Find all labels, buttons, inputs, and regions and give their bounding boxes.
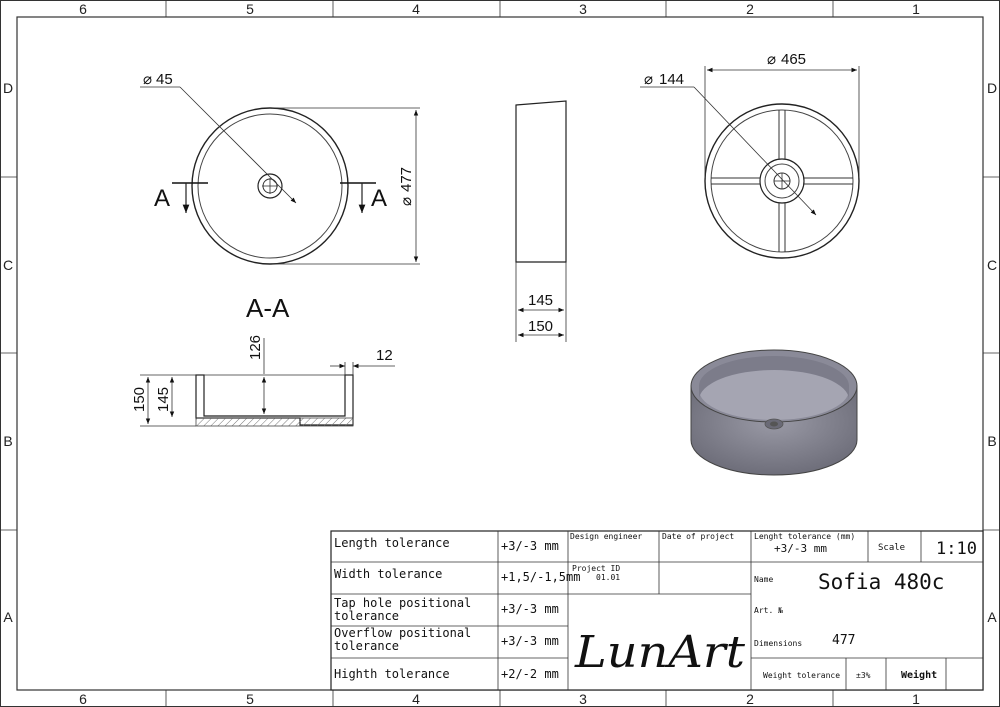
- overflow-tolerance-label-2: tolerance: [334, 639, 400, 653]
- bottom-view: [640, 51, 859, 258]
- project-id-label: Project ID: [572, 564, 621, 573]
- zone-label: 3: [579, 691, 587, 707]
- top-view: [140, 71, 420, 264]
- diameter-symbol: ⌀: [767, 51, 777, 68]
- section-marker-left: A: [154, 185, 171, 212]
- diameter-symbol: ⌀: [644, 71, 654, 88]
- zone-row-labels-left: [3, 80, 13, 625]
- section-wall-label: 12: [376, 347, 393, 364]
- top-hole-diameter-label: 45: [156, 71, 173, 88]
- tap-hole-tolerance-label-2: tolerance: [334, 609, 400, 623]
- weight-tolerance-label: Weight tolerance: [763, 671, 841, 680]
- zone-label: 5: [246, 691, 254, 707]
- zone-label: 4: [412, 1, 420, 17]
- top-outer-diameter-label: 477: [398, 166, 415, 192]
- weight-tolerance-value: ±3%: [856, 671, 871, 680]
- scale-label: Scale: [878, 543, 906, 553]
- article-number-label: Art. №: [754, 606, 783, 615]
- tap-hole-tolerance-label: Tap hole positional: [334, 596, 472, 610]
- product-name: Sofia 480c: [818, 570, 945, 594]
- scale-value: 1:10: [936, 539, 977, 559]
- height-tolerance-label: Highth tolerance: [334, 667, 450, 681]
- zone-label: 6: [79, 1, 87, 17]
- project-id-value: 01.01: [596, 573, 621, 582]
- length-tolerance-value: +3/-3 mm: [501, 539, 559, 553]
- company-signature-logo: LunArt: [573, 627, 746, 678]
- basin-3d-render: [691, 350, 857, 475]
- zone-label: 2: [746, 691, 754, 707]
- title-block: [331, 531, 983, 690]
- zone-label: C: [2, 257, 14, 273]
- zone-label: D: [986, 80, 998, 96]
- diameter-symbol: ⌀: [398, 196, 415, 206]
- side-inner-width-label: 145: [528, 292, 554, 309]
- dimensions-label: Dimensions: [754, 639, 803, 648]
- zone-label: 3: [579, 1, 587, 17]
- overflow-tolerance-value: +3/-3 mm: [501, 634, 559, 648]
- dimensions-value: 477: [832, 633, 856, 648]
- overflow-tolerance-label: Overflow positional: [334, 626, 472, 640]
- name-label: Name: [754, 575, 774, 584]
- bottom-hole-diameter-label: 144: [659, 71, 685, 88]
- zone-label: 6: [79, 691, 87, 707]
- zone-label: A: [987, 609, 997, 625]
- zone-label: 1: [912, 691, 920, 707]
- tap-hole-tolerance-value: +3/-3 mm: [501, 602, 559, 616]
- zone-label: 2: [746, 1, 754, 17]
- length-tolerance-mm-value: +3/-3 mm: [774, 542, 827, 555]
- section-inner-height-label: 145: [155, 386, 172, 412]
- side-outer-width-label: 150: [528, 318, 554, 335]
- zone-label: B: [987, 433, 997, 449]
- zone-label: 1: [912, 1, 920, 17]
- section-depth-label: 126: [247, 334, 264, 360]
- width-tolerance-label: Width tolerance: [334, 567, 443, 581]
- width-tolerance-value: +1,5/-1,5mm: [501, 570, 581, 584]
- zone-label: A: [3, 609, 13, 625]
- section-outer-height-label: 150: [131, 386, 148, 412]
- section-title: A-A: [246, 293, 290, 323]
- date-of-project-label: Date of project: [662, 532, 735, 541]
- diameter-symbol: ⌀: [143, 71, 153, 88]
- section-marker-right: A: [371, 185, 388, 212]
- design-engineer-label: Design engineer: [570, 532, 643, 541]
- zone-label: B: [3, 433, 13, 449]
- bottom-outer-diameter-label: 465: [781, 51, 807, 68]
- side-view: [516, 101, 566, 342]
- zone-label: D: [2, 80, 14, 96]
- length-tolerance-mm-label: Lenght tolerance (mm): [754, 532, 856, 541]
- height-tolerance-value: +2/-2 mm: [501, 667, 559, 681]
- zone-row-labels-right: [987, 80, 997, 625]
- weight-label: Weight: [901, 670, 938, 681]
- section-view: [131, 293, 395, 426]
- zone-label: C: [986, 257, 998, 273]
- zone-label: 5: [246, 1, 254, 17]
- length-tolerance-label: Length tolerance: [334, 536, 450, 550]
- zone-label: 4: [412, 691, 420, 707]
